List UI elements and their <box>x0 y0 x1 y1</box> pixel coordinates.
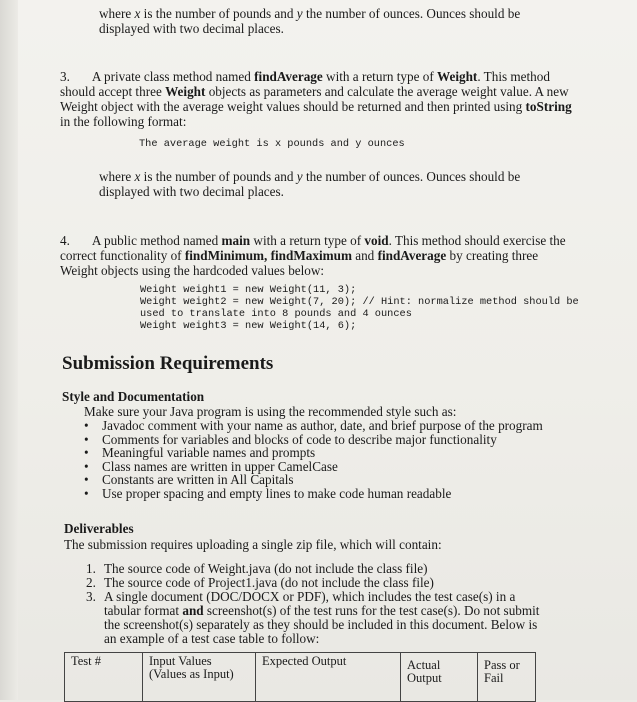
deliverables-list <box>86 562 546 646</box>
col-actual-output: Actual Output <box>401 653 478 702</box>
item-3-where: where x is the number of pounds and y the number of ounces. Ounces should be displayed with two decimal places. <box>99 169 521 199</box>
deliverables-heading: Deliverables <box>64 521 134 536</box>
item-3-format-code: The average weight is x pounds and y ounces <box>139 138 405 150</box>
item-4: 4. A public method named main with a return type of void. This method should exercise the correct functionality of findMinimum, findMaximum and findAverage by creating three Weight objects using the hardcoded values below: <box>60 233 566 278</box>
top-paragraph: where x is the number of pounds and y the number of ounces. Ounces should be displayed with two decimal places. <box>99 6 521 36</box>
deliverable-item: 1. The source code of Weight.java (do not include the class file) <box>86 561 428 576</box>
item-4-code-line-1: Weight weight1 = new Weight(11, 3); <box>140 284 357 296</box>
table-header-row <box>65 653 536 702</box>
style-list <box>80 419 620 501</box>
style-item: • Use proper spacing and empty lines to make code human readable <box>80 487 620 501</box>
item-4-code-line-4: Weight weight3 = new Weight(14, 6); <box>140 320 357 332</box>
deliverable-item: 2. The source code of Project1.java (do not include the class file) <box>86 575 434 590</box>
style-item: • Meaningful variable names and prompts <box>80 446 620 460</box>
style-item: • Class names are written in upper CamelCase <box>80 460 620 474</box>
col-expected-output: Expected Output <box>256 653 401 702</box>
section-heading: Submission Requirements <box>62 353 274 374</box>
deliverable-item: 3. A single document (DOC/DOCX or PDF), which includes the test case(s) in a tabular format and screenshot(s) of the test runs for the test case(s). Do not submit the screenshot(s) separately as they should be included in this document. Below is an example of a test case table to follow: <box>86 589 540 646</box>
col-input-values: Input Values (Values as Input) <box>143 653 256 702</box>
style-item: • Constants are written in All Capitals <box>80 473 620 487</box>
style-item: • Comments for variables and blocks of code to describe major functionality <box>80 433 620 447</box>
item-4-code-line-3: used to translate into 8 pounds and 4 ounces <box>140 308 412 320</box>
style-intro: Make sure your Java program is using the recommended style such as: <box>84 404 457 419</box>
style-heading: Style and Documentation <box>62 389 205 404</box>
col-pass-fail: Pass or Fail <box>478 653 536 702</box>
item-4-code-line-2: Weight weight2 = new Weight(7, 20); // Hint: normalize method should be <box>140 296 579 308</box>
page-shadow-edge <box>0 0 18 700</box>
col-test-number: Test # <box>65 653 143 702</box>
deliverables-intro: The submission requires uploading a single zip file, which will contain: <box>64 537 442 552</box>
test-case-table <box>64 652 536 702</box>
item-3: 3. A private class method named findAverage with a return type of Weight. This method should accept three Weight objects as parameters and calculate the average weight value. A new Weight object with the average weight values should be returned and then printed using toString in the following format: <box>60 69 572 129</box>
style-item: • Javadoc comment with your name as author, date, and brief purpose of the program <box>80 419 620 433</box>
